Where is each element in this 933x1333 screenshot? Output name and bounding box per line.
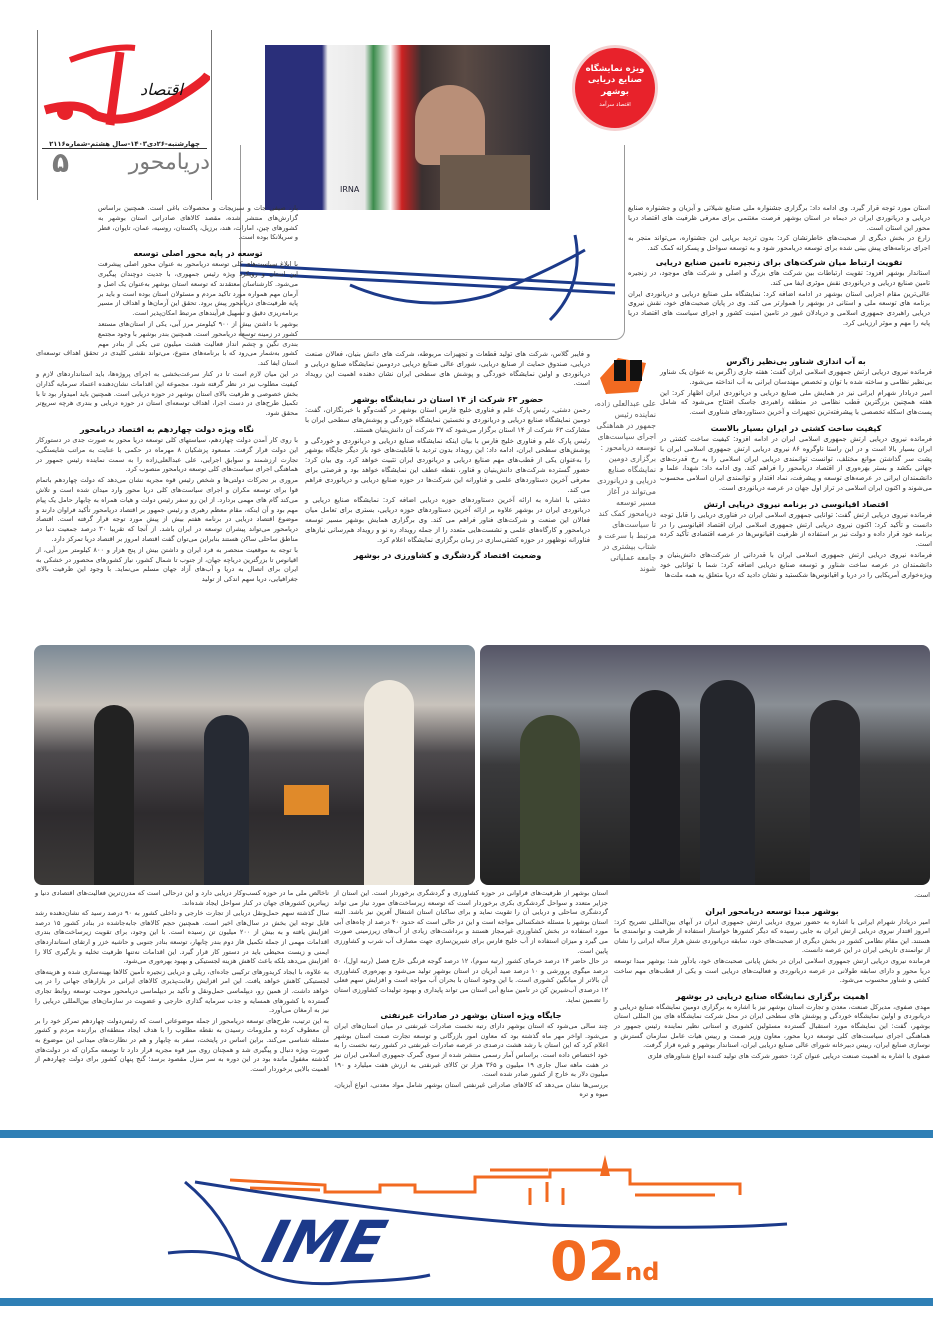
paragraph: سال گذشته سهم حمل‌ونقل دریایی از تجارت خارجی و داخلی کشور به ۹۰ درصد رسید که نشان‌دهنده رشد قابل توجه این بخش در سال‌های اخیر است. همچنین حجم کالاهای جابه‌جاشده در بنادر کشور ۱۵ درصد افزایش یافته و به بیش از ۲۰۰ میلیون تن رسیده است. با این وجود، برای تقویت زیرساخت‌های بندری اقدامات مهمی از جمله تکمیل فاز دوم بندر چابهار، توسعه بنادر جنوبی و حاشیه خزر و ارتقای استانداردهای ایمنی و زیست محیطی باید در دستور کار قرار گیرد. این اقدامات نه‌تنها ظرفیت تخلیه و بارگیری کالا را افزایش می‌دهد بلکه باعث کاهش هزینه لجستیکی و بهبود بهره‌وری می‌شود.: [35, 909, 330, 966]
badge-source: اقتصاد سرآمد: [599, 102, 631, 108]
paragraph: عالی‌ترین مقام اجرایی استان بوشهر در ادامه اضافه کرد: نمایشگاه ملی صنایع دریایی و دریانوردی ایران برنامه های توسعه ملی و استانی در بوشهر را هموارتر می کند. وی در پایان صحبت‌های خود، نقش نیروی دریایی راهبردی جمهوری اسلامی و دریادلان غیور در تامین امنیت کشور و اجرای سیاست های اقتصاد دریا پایه را مهم و موثر ارزیابی کرد.: [628, 289, 930, 327]
ime-banner: [150, 1140, 800, 1295]
paragraph: امیر دریادار شهرام ایرانی نیز در همایش ملی صنایع دریایی و دریانوردی ایران اظهار کرد: این هفته همچنین بزرگترین قطب نظامی در منطقه راهبردی جاسک افتتاح می‌شود که شامل پست‌های اسکله تخصصی با پیشرفته‌ترین تجهیزات و آخرین دستاوردهای شناوری است.: [660, 388, 932, 417]
logo-icon: [40, 40, 210, 130]
paragraph: امیر دریادار شهرام ایرانی با اشاره به حضور نیروی دریایی ارتش جمهوری ایران در آبهای بین‌المللی تصریح کرد: امروز اقتدار نیروی دریایی ارتش ایران به جایی رسیده که دیگر کشورها خواستار استفاده از ظرفیت و توانمندی ما هستند. این مقام نظامی کشور در بخش دیگری از صحبت‌های خود، سابقه دریانوردی شش هزار ساله ایرانی را نشان از توانمندی تاریخی ایران در این عرصه دانست.: [614, 917, 930, 955]
edition-digits: 02: [550, 1230, 626, 1293]
photo-watermark: IRNA: [340, 185, 360, 194]
paragraph: استان مورد توجه قرار گیرد. وی ادامه داد: برگزاری جشنواره ملی صنایع شیلاتی و آبزیان و جشنواره صنایع دریایی و دریانوردی ایران در دیماه در استان بوشهر فرصت مغتنمی برای معرفی ظرفیت های اقتصاد دریا محور این استان است.: [628, 204, 930, 232]
quote-mark-icon: [598, 354, 648, 394]
subheading: به آب اندازی شناور بی‌نظیر زاگرس: [726, 357, 866, 366]
paragraph: رحمن دشتی، رئیس پارک علم و فناوری خلیج فارس استان بوشهر در گفت‌وگو با خبرنگاران، گفت: دومین نمایشگاه صنایع دریایی و دریانوردی و نخستین نمایشگاه خوردگی و پوشش‌های سطحی ایران با مشارکت ۶۳ شرکت از ۱۴ استان برگزار می‌شود که ۲۷ شرکت آن دانش‌بنیان هستند.: [305, 406, 590, 434]
divider: [37, 30, 38, 200]
subheading: جایگاه ویژه استان بوشهر در صادرات غیرنفتی: [380, 1011, 562, 1021]
article-right-top: [628, 204, 930, 330]
person: [94, 705, 134, 885]
pull-quote: علی عبدالعلی زاده، نماینده رئیس جمهور در هماهنگی اجرای سیاست‌های توسعه دریامحور : برگزاری دومین نمایشگاه صنایع دریایی و دریانوردی می‌تواند در آغاز مسیر توسعه دریامحور کمک کند تا سیاست‌های مرتبط با سرعت و شتاب بیشتری در جامعه عملیاتی شوند: [594, 399, 656, 573]
subheading: اقتصاد اقیانوسی در برنامه نیروی دریایی ارتش: [703, 499, 889, 509]
subheading: اهمیت برگزاری نمایشگاه صنایع دریایی در بوشهر: [675, 991, 869, 1001]
paragraph: استان بوشهر از ظرفیت‌های فراوانی در حوزه کشاورزی و گردشگری برخوردار است. این استان از جزایر متعدد و سواحل گردشگری بکری برخوردار است که توسعه زیرساخت‌های مورد نیاز می تواند گردشگری ساحلی و دریایی آن را تقویت نماید و برای ساکنان استان اشتغال آفرین نیز باشد. البته استان بوشهر با مسئله خشکسالی مواجه است و این در حالی است که حدود ۴۰ درصد از چاه‌های آبی مورد استفاده در بخش کشاورزی غیرمجاز هستند و برداشت‌های زیادی از آب‌های زیرزمینی صورت می گیرد و میزان استفاده از آب خلیج فارس برای شیرین‌سازی جهت مصارف آب شرب و کشاورزی پایین است.: [334, 889, 608, 955]
exhibition-badge: [575, 48, 655, 128]
article-middle: [305, 350, 590, 562]
paragraph: فرمانده نیروی دریایی ارتش گفت: توانایی جمهوری اسلامی ایران در فناوری دریایی را قابل توجه دانست و تأکید کرد: اکنون نیروی دریایی ارتش جمهوری اسلامی ایران اقتصاد اقیانوسی را در برنامه خود قرار داده و دولت نیز بر استفاده از ظرفیت اقیانوس‌ها در عرصه اقتصادی تأکید کرده است.: [660, 510, 932, 549]
paragraph: استاندار بوشهر افزود: تقویت ارتباطات بین شرکت های بزرگ و اصلی و شرکت های موجود، در زنجیره تامین صنایع دریایی و دریانوردی نقش موثری ایفا می کند.: [628, 268, 930, 287]
paragraph: رئیس پارک علم و فناوری خلیج فارس با بیان اینکه نمایشگاه صنایع دریایی و دریانوردی و خوردگی و پوشش‌های سطحی ایران، ادامه داد: این رویداد بدون تردید با قابلیت‌های خود بار دیگر جایگاه بوشهر را به‌عنوان یکی از قطب‌های مهم صنایع دریایی و دریانوردی ایران تثبیت خواهد کرد. وی بیان کرد: حضور گسترده شرکت‌های دانش‌بنیان و فناور، نقطه عطف این نمایشگاه خواهد بود و فرصتی برای معرفی آخرین دستاوردهای علمی و فناورانه این شرکت‌ها در حوزه صنایع دریایی و دریانوردی فراهم می کند.: [305, 436, 590, 494]
paragraph: به علاوه، با ایجاد کریدورهای ترکیبی جاده‌ای، ریلی و دریایی زنجیره تأمین کالاها بهینه‌سازی شده و هزینه‌های لجستیکی کاهش خواهد یافت. این امر افزایش رقابت‌پذیری کالاهای ایرانی در بازارهای جهانی را در پی خواهد داشت. از همین رو، دیپلماسی حمل‌ونقل و تأکید بر دیپلماسی دریامحور موجب توسعه روابط تجاری گسترده با کشورهای همسایه و جذب سرمایه گذاری خارجی و عضویت در سازمان‌های بین‌المللی دریایی را نیز به ارمغان می‌آورد.: [35, 967, 329, 1015]
subheading: بوشهر مبدا توسعه دریامحور ایران: [705, 906, 839, 916]
date-line: چهارشنبه-۲۶دی۱۴۰۳-سال هشتم-شماره۲۱۱۶: [42, 140, 207, 149]
article-right-mid: [660, 356, 932, 581]
article-bottom-left: [35, 889, 329, 1075]
edition-number: [550, 1230, 659, 1293]
subheading: کیفیت ساخت کشتی در ایران بسیار بالاست: [710, 423, 882, 433]
frame-spacer: [36, 204, 98, 342]
edition-suffix: nd: [625, 1258, 660, 1286]
person: [204, 715, 249, 885]
person: [520, 715, 580, 885]
paragraph: فرمانده نیروی دریایی ارتش جمهوری اسلامی ایران با قدردانی از شرکت‌های دانش‌بنیان و دانشمندان در عرصه ساخت شناور و توسعه صنایع دریایی اضافه کرد: شما با توانایی خود ویژه‌خواری آمریکایی را در دریا و اقیانوس‌ها شکستید و نشان دادید که دریا متعلق به همه ملت‌ها: [660, 550, 932, 579]
paragraph: در این میان لازم است تا در کنار سرعت‌بخشی به اجرای پروژه‌ها، باید استانداردهای لازم و کیفیت مطلوب نیز در نظر گرفته شود. مجموعه این اقدامات نشان‌دهنده اعتماد سرمایه گذاران بخش خصوصی و ظرفیت بالای استان بوشهر در حوزه دریایی است. همچنین باید امیدوار بود تا با تکمیل طرح‌های در دست اجرا، اهداف توسعه‌ای استان در حوزه دریایی و بندری هرچه سریع‌تر محقق شود.: [36, 369, 298, 418]
brochure: [284, 785, 329, 815]
paragraph: صفوی با اشاره به اهمیت صنعت دریایی عنوان کرد: حضور شرکت های تولید کننده انواع شناورهای فلزی: [647, 1051, 930, 1060]
person: [700, 680, 755, 885]
paragraph: فرمانده نیروی دریایی ارتش جمهوری اسلامی ایران در بخش پایانی صحبت‌های خود، یادآور شد: بوشهر مبدا توسعه دریا محور و دارای سابقه طولانی در عرصه دریانوردی و فعالیت‌های دریایی است و یکی از قطب‌های مهم ساخت کشتی و شناور محسوب می‌شود.: [614, 956, 930, 985]
paragraph: فرمانده نیروی دریایی ارتش جمهوری اسلامی ایران در ادامه افزود: کیفیت ساخت کشتی در ایران بسیار بالا است و در این راستا ناوگروه ۸۶ نیروی دریایی ارتش جمهوری اسلامی ایران با پشت سر گذاشتن موانع مختلف، توانست توانمندی دریایی ایران اسلامی را به رخ قدرت‌های جهانی بکشد و بستر بهره‌وری از اقتصاد دریامحور را فراهم کند. وی ادامه داد: شهدا، علما و دانشمندان ایرانی در عرصه‌های توسعه و پیشرفت، نماد اقتدار و توانمندی ایران اسلامی محسوب می‌شوند و اکنون ایران اسلامی در تراز اول جهان در عرصه دریانوردی است.: [660, 434, 933, 492]
divider-bar: [0, 1130, 933, 1138]
svg-text:اقتصاد: اقتصاد: [140, 80, 183, 99]
paragraph: مروری بر تحرکات دولتی‌ها و شخص رئیس قوه مجریه نشان می‌دهد که دولت چهاردهم باتمام قوا برای توسعه مکران و اجرای سیاست‌های کلی دریا محور وارد میدان شده است و تلاش می‌کند گام های مهمی بردارد. از این رو سفر رئیس دولت و هیات همراه به چابهار حامل یک پیام مهم بود و آن اینکه، مقام معظم رهبری و رئیس جمهور بر اقتصاد دریامحور تأکید فراوان دارند و موضوع اقتصاد دریایی در برنامه هفتم بیش از پیش مورد توجه قرار گرفته است. اقتصاد دریامحور می‌تواند پیشران توسعه در ایران باشد. از آنجا که تقریبا ۳۰ درصد جمعیت دنیا در مناطق ساحلی ساکن هستند بنابراین می‌توان گفت اقتصاد امروز بر اقتصاد دریا تمرکز دارد.: [36, 476, 298, 543]
subheading: تقویت ارتباط میان شرکت‌های برای زنجیره تامین صنایع دریایی: [655, 257, 903, 267]
ime-logo-text: IME: [255, 1208, 394, 1276]
page-number: ۵: [52, 146, 70, 179]
paragraph: بررسی‌ها نشان می‌دهد که کالاهای صادراتی غیرنفتی استان بوشهر شامل مواد معدنی، انواع آبزیان، میوه و تره: [334, 1080, 608, 1099]
paragraph: بار، صیفی جات و سبزیجات و محصولات باغی است. همچنین براساس گزارش‌های منتشر شده، مقصد کالاهای صادراتی استان بوشهر به کشورهای چین، امارات، هند، برزیل، پاکستان، روسیه، عمان، تایوان، قطر و سریلانکا بوده است.: [98, 204, 298, 242]
article-bottom-middle: [334, 889, 608, 1101]
paragraph: به این ترتیب، طرح‌های توسعه دریامحور از جمله موضوعاتی است که رئیس‌دولت چهاردهم تمرکز خود را بر آن معطوف کرده و ملزومات رسیدن به نقطه مطلوب را با هدف ایجاد منطقه‌ای برازنده مردم و کشور مسئله شناسی می‌کند. براین اساس در پایتخت، سفر به چابهار و هم در نظارت‌های میدانی این موضوع به صورت ویژه دنبال و پیگیری شد و همچنان روی میز قوه مجریه قرار دارد تا توسعه مکران که در دولت‌های گذشته مغفول مانده بود در این دوره به سر منزل مقصود برسد؛ گنج پنهان کشور برای دولت چهاردهم از اهمیت بالایی برخوردار است.: [35, 1016, 329, 1073]
paragraph: ناخالص ملی ما در حوزه کسب‌وکار دریایی دارد و این درحالی است که مدرن‌ترین فعالیت‌های اقتصادی دنیا و زیباترین کشورهای جهان در کنار سواحل ایجاد شده‌اند.: [35, 889, 329, 907]
masthead-logo: [40, 40, 210, 130]
paragraph: در حال حاضر ۱۴ درصد خرمای کشور (رتبه سوم)، ۱۲ درصد گوجه فرنگی خارج فصل (رتبه اول)، ۵۰ درصد میگوی پرورشی و ۱۰ درصد صید آبزیان در استان بوشهر تولید می‌شود و بهره‌وری کشاورزی آن بالاتر از میانگین کشوری است. با این وجود استان با بحران آب مواجه است و افزایش سهم فعلی ۱۲ درصدی آب‌شیرین کن در تامین منابع آبی استان می تواند پایداری و بهبود تولیدات کشاورزی استان را تضمین نماید.: [334, 957, 608, 1004]
divider-bar: [0, 1298, 933, 1306]
subheading: نگاه ویژه دولت چهاردهم به اقتصاد دریامحور: [79, 424, 255, 434]
exhibition-photo-right: [480, 645, 930, 885]
person: [810, 700, 860, 885]
paragraph: مهدی صفوی، مدیرکل صنعت، معدن و تجارت استان بوشهر نیز با اشاره به برگزاری دومین نمایشگاه صنایع دریایی و دریانوردی و اولین نمایشگاه خوردگی و پوشش های سطحی ایران در محل شرکت نمایشگاه های بین المللی استان بوشهر، گفت: این نمایشگاه مورد استقبال گسترده مسئولین کشوری و استانی نظیر نماینده رئیس جمهور در هماهنگی اجرای سیاست‌های کلی توسعه دریا محور، معاون وزیر صمت و رییس هیات عامل سازمان گسترش و نوسازی صنایع ایران، رییس دبیرخانه شورای عالی صنایع دریایی ایران، استاندار بوشهر و غیره قرار گرفت.: [614, 1002, 930, 1050]
exhibition-photo-left: [34, 645, 475, 885]
podium: [440, 155, 530, 210]
subheading: وضعیت اقتصاد گردشگری و کشاورزی در بوشهر: [353, 551, 542, 561]
paragraph: است.: [914, 891, 930, 899]
paragraph: زارع در بخش دیگری از صحبت‌های خاطرنشان کرد: بدون تردید برپایی این جشنواره، می‌تواند منجر به اجرای برنامه‌های پیش بینی شده برای توسعه دریامحور شود و به توسعه سواحل و پسکرانه کمک کند.: [628, 234, 930, 253]
paragraph: با توجه به موقعیت منحصر به فرد ایران و داشتن بیش از پنج هزار و ۸۰۰ کیلومتر مرز آبی، از اقیانوس تا بزرگترین دریاچه جهان، از جنوب تا شمال کشور، نیاز کشورهای محصور در خشکی به ایران برای اتصال به دریا و آب‌های آزاد جهان مسلم می‌نماید. با وجود این ظرفیت بالای جغرافیایی، دریا سهم اندکی از تولید: [36, 545, 298, 584]
subheading: توسعه در پایه محور اصلی توسعه: [133, 249, 263, 259]
paragraph: فرمانده نیروی دریایی ارتش جمهوری اسلامی ایران گفت: هفته جاری زاگرس به عنوان یک شناور بی‌نظیر نظامی و ساخته شده با توان و تخصص مهندسان ایرانی به آب انداخته می‌شود.: [660, 368, 932, 386]
paragraph: بوشهر با داشتن بیش از ۹۰۰ کیلومتر مرز آبی، یکی از استان‌های مستعد کشور در زمینه توسعه دریامحور است. همچنین بندر بوشهر با وجود مجتمع بندری نگین و چشم انداز فعالیت هشت میلیون تنی یکی از بنادر مهم کشور به‌شمار می‌رود که با برنامه‌های متنوع، می‌تواند نقشی کلیدی در تحقق اهداف توسعه‌ای استان ایفا کند.: [36, 319, 298, 368]
badge-line: صنایع دریایی بوشهر: [587, 75, 643, 97]
divider: [211, 30, 212, 200]
paragraph: با ابلاغ سیاست‌های کلی توسعه دریامحور به عنوان محور اصلی پیشرفت این استان و رویکرد ویژه رئیس جمهوری، با جدیت دوچندان پیگیری می‌شود. کارشناسان معتقدند که توسعه استان بوشهر به‌عنوان یک اصل و آرمان مهم همواره مورد تاکید مردم و مسئولان استان بوده است و باید بر پایه ظرفیت‌های دریامحور پیش برود. تحقق این آرمان‌ها و اهداف از مسیر برنامه‌ریزی دقیق و تسهیل فرآیندهای مرتبط امکان‌پذیر است.: [98, 260, 298, 318]
paragraph: چند سالی می‌شود که استان بوشهر دارای رتبه نخست صادرات غیرنفتی در میان استان‌های ایران می‌شود. اواخر مهر ماه گذشته بود که معاون امور بازرگانی و توسعه تجارت صمت استان بوشهر اعلام کرد که این استان با رشد هشت درصدی در عرصه صادرات غیرنفتی در کشور رتبه نخست را به خود اختصاص داده است. براساس آمار رسمی منتشر شده از سوی گمرک جمهوری اسلامی ایران نیز در هفت ماهه سال جاری ۱۹ میلیون و ۳۶۵ هزار تن کالای غیرنفتی به ارزش هفت میلیارد و ۱۹۰ میلیون دلار به خارج از کشور صادر شده است.: [334, 1022, 608, 1079]
badge-line: ویژه نمایشگاه: [585, 64, 645, 74]
lead-photo: [265, 45, 550, 210]
speaker: [415, 85, 485, 165]
article-left: [36, 204, 298, 586]
section-title: دریامحور: [128, 150, 210, 175]
paragraph: و فایبر گلاس، شرکت های تولید قطعات و تجهیزات مربوطه، شرکت های دانش بنیان، فعالان صنعت دریایی، صندوق حمایت از صنایع دریایی، شورای عالی صنایع دریایی دردومین نمایشگاه صنایع دریایی و دریانوردی و اولین نمایشگاه خوردگی و پوشش های سطحی ایران نشان دهنده اهمیت این رویداد است.: [305, 350, 590, 388]
person: [630, 690, 680, 885]
subheading: حضور ۶۳ شرکت از ۱۴ استان در نمایشگاه بوشهر: [351, 395, 544, 405]
paragraph: دشتی با اشاره به ارائه آخرین دستاوردهای حوزه دریایی اضافه کرد: نمایشگاه صنایع دریایی و دریانوردی ایران در بوشهر علاوه بر ارائه آخرین دستاوردهای حوزه دریایی، بستری برای تعامل میان فعالان این صنعت و شرکت‌های فناور فراهم می کند. وی برگزاری همایش بوشهر مسیر توسعه دریامحور و کارگاه‌های علمی و نشست‌هایی متعدد را از جمله رویداد ره نو و رویداد هم‌رسانی نیازهای فناورانه نوظهور در حوزه کشتی‌سازی در زمان برگزاری نمایشگاه اعلام کرد.: [305, 496, 590, 544]
paragraph: با روی کار آمدن دولت چهاردهم، سیاستهای کلی توسعه دریا محور به صورت جدی در دستورکار این دولت قرار گرفت. مسعود پزشکیان ۸ مهرماه در حکمی با عنایت به مراتب شایستگی، تجارت ارزشمند و سوابق اجرایی، علی عبدالعلی‌زاده را به سمت نماینده رئیس جمهور در هماهنگی اجرای سیاست‌های کلی توسعه دریامحور منصوب کرد.: [36, 435, 298, 474]
person: [364, 680, 414, 885]
article-bottom-right: [614, 891, 930, 1062]
ime-ship-logo-icon: [150, 1140, 800, 1295]
